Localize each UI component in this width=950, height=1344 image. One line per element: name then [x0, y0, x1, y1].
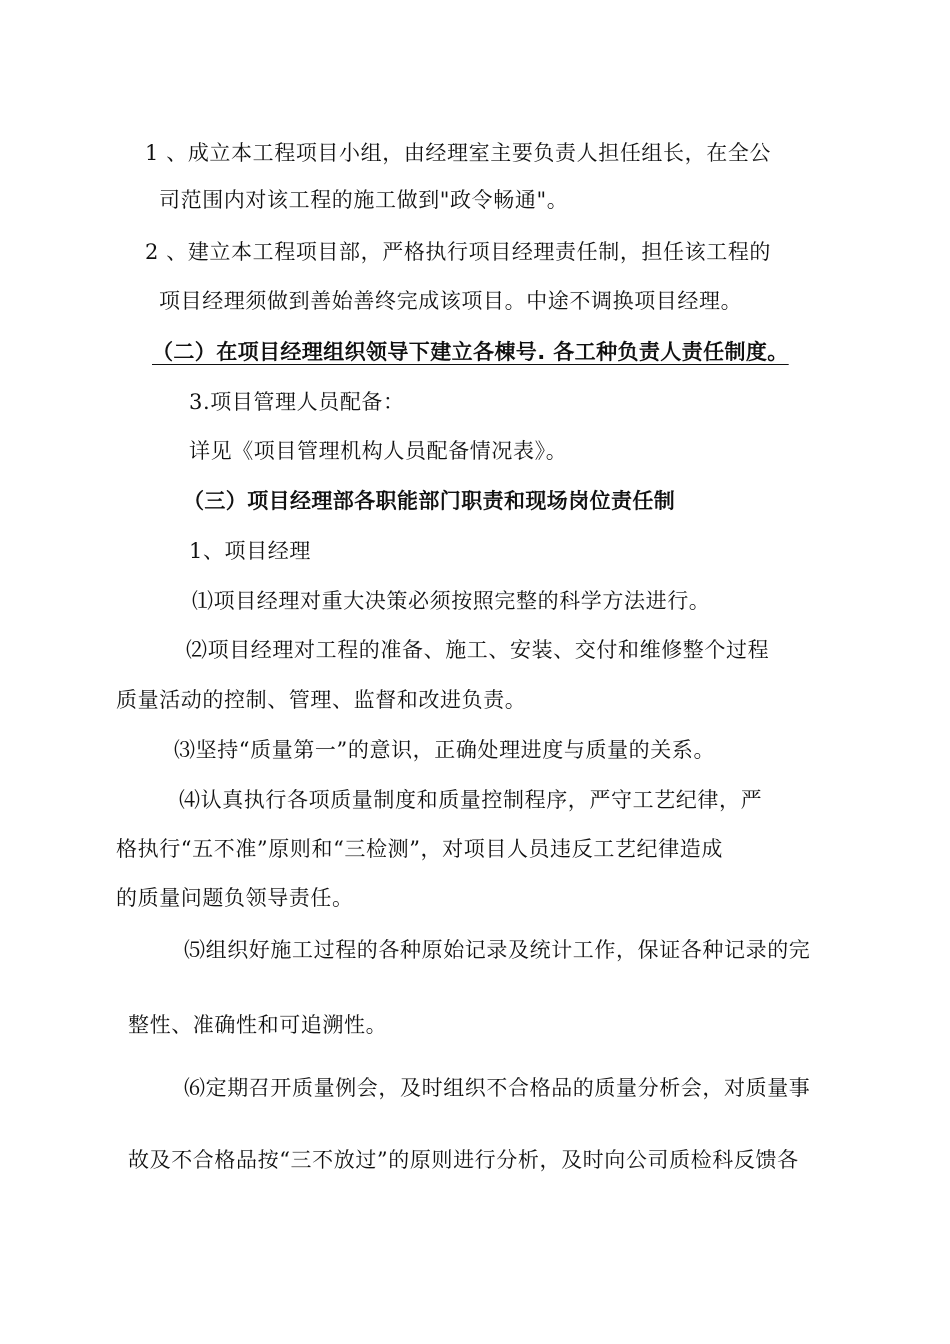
- paragraph-line: 故及不合格品按“三不放过”的原则进行分析，及时向公司质检科反馈各: [128, 1148, 799, 1172]
- paragraph-line: 质量活动的控制、管理、监督和改进负责。: [116, 688, 527, 712]
- section-heading: （三）项目经理部各职能部门职责和现场岗位责任制: [183, 489, 676, 513]
- subsection-heading: 1、项目经理: [189, 539, 311, 563]
- paragraph-line: 3.项目管理人员配备：: [189, 390, 405, 414]
- paragraph-line: 2 、建立本工程项目部，严格执行项目经理责任制，担任该工程的: [145, 240, 772, 264]
- paragraph-line: 详见《项目管理机构人员配备情况表》。: [189, 439, 568, 463]
- paragraph-line: 1 、成立本工程项目小组，由经理室主要负责人担任组长，在全公: [145, 141, 772, 165]
- paragraph-line: 整性、准确性和可追溯性。: [128, 1013, 388, 1037]
- paragraph-line: 的质量问题负领导责任。: [116, 886, 354, 910]
- paragraph-line: ⑵项目经理对工程的准备、施工、安装、交付和维修整个过程: [186, 638, 770, 662]
- paragraph-line: ⑹定期召开质量例会，及时组织不合格品的质量分析会，对质量事: [184, 1076, 811, 1100]
- paragraph-line: 项目经理须做到善始善终完成该项目。中途不调换项目经理。: [159, 289, 743, 313]
- paragraph-line: ⑴项目经理对重大决策必须按照完整的科学方法进行。: [192, 589, 711, 613]
- paragraph-line: ⑶坚持“质量第一”的意识，正确处理进度与质量的关系。: [174, 738, 716, 762]
- section-heading: （二）在项目经理组织领导下建立各棟号. 各工种负责人责任制度。: [152, 340, 789, 364]
- paragraph-line: ⑸组织好施工过程的各种原始记录及统计工作，保证各种记录的完: [184, 938, 811, 962]
- paragraph-line: 司范围内对该工程的施工做到"政令畅通"。: [159, 188, 569, 212]
- paragraph-line: 格执行“五不准”原则和“三检测”，对项目人员违反工艺纪律造成: [116, 837, 723, 861]
- paragraph-line: ⑷认真执行各项质量制度和质量控制程序，严守工艺纪律，严: [179, 788, 763, 812]
